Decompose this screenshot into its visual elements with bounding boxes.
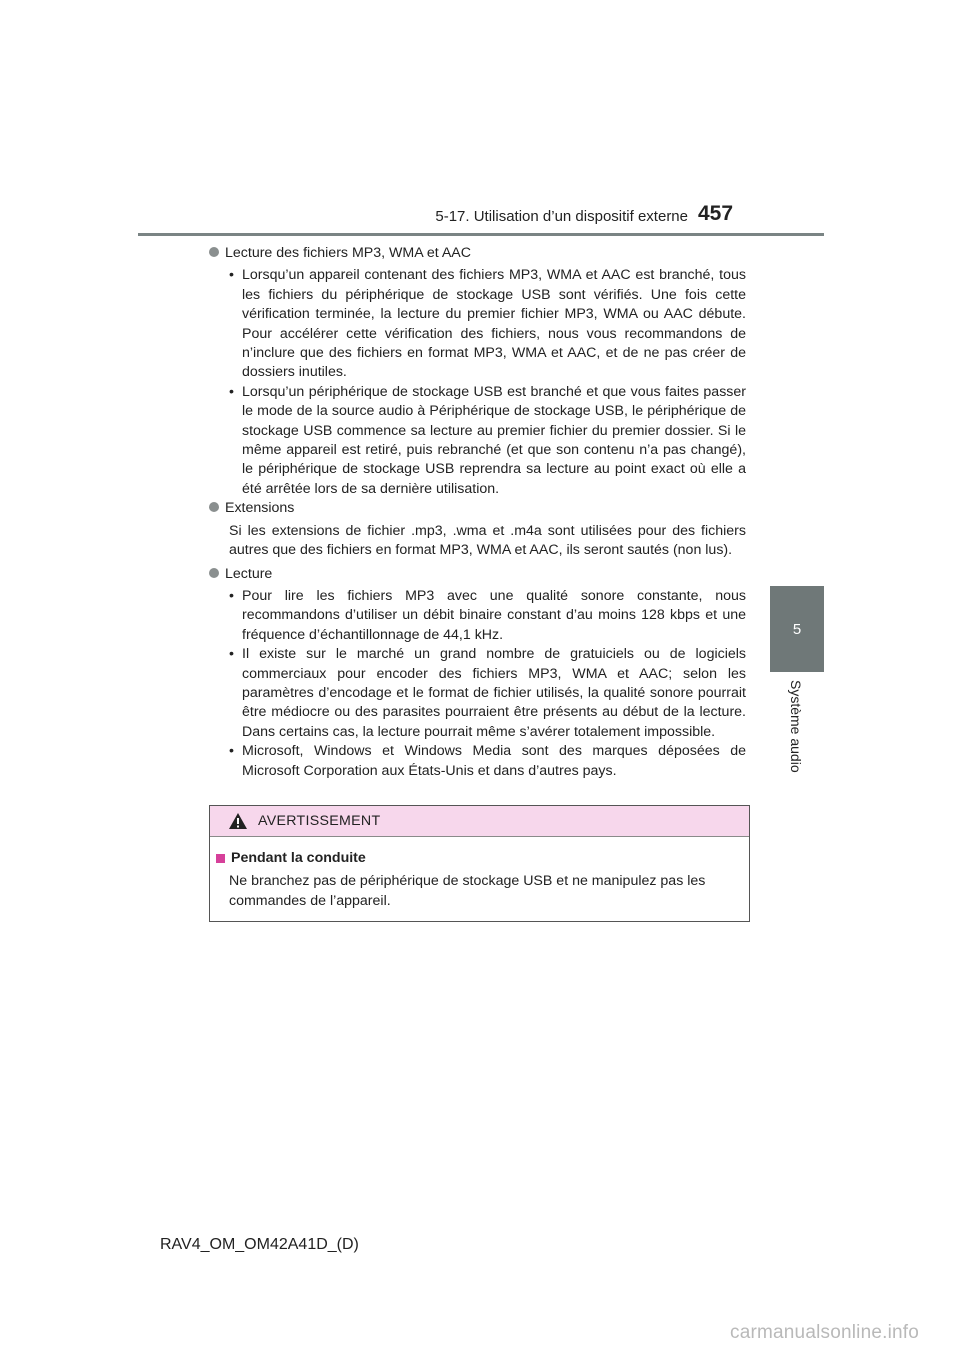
header-rule — [138, 233, 824, 236]
section-paragraph: Si les extensions de fichier .mp3, .wma et .m4a sont utilisées pour des fichiers autres que des fichiers en format MP3, WMA et AAC, ils seront sautés (non lus). — [229, 522, 746, 559]
warning-text: Ne branchez pas de périphérique de stockage USB et ne manipulez pas les commandes de l’appareil. — [229, 873, 706, 909]
chapter-number: 5 — [792, 620, 802, 638]
warning-box — [209, 805, 750, 922]
list-item: • Pour lire les fichiers MP3 avec une qualité sonore constante, nous recommandons d’utiliser un débit binaire constant d’au moins 128 kbps et une fréquence d’échantillonnage de 44,1 kHz. — [229, 587, 746, 645]
chapter-tab — [770, 586, 824, 672]
section-heading — [209, 499, 746, 518]
list-item: • Lorsqu’un périphérique de stockage USB est branché et que vous faites passer le mode de la source audio à Périphérique de stockage USB, le périphérique de stockage USB commence sa lecture au premier fichier du premier dossier. Si le même appareil est retiré, puis rebranché (et que son contenu n’a pas changé), le périphérique de stockage USB reprendra sa lecture au point exact où elle a été arrêtée lors de sa dernière utilisation. — [229, 383, 746, 499]
footer-code: RAV4_OM_OM42A41D_(D) — [160, 1236, 359, 1253]
section-extensions — [209, 499, 746, 560]
warning-body — [210, 837, 749, 911]
section-title: Lecture — [225, 565, 273, 582]
list-item: • Il existe sur le marché un grand nombre de gratuiciels ou de logiciels commerciaux pour encoder des fichiers MP3, WMA et AAC; selon les paramètres d’encodage et le format de fichier utilisés, la qualité sonore pourrait être médiocre ou des parasites pourraient être présents au début de la lecture. Dans certains cas, la lecture pourrait même s’avérer totalement impossible. — [229, 645, 746, 742]
section-title: Lecture des fichiers MP3, WMA et AAC — [225, 245, 472, 261]
section-title: Extensions — [225, 500, 295, 517]
section-heading — [209, 565, 746, 584]
content — [209, 244, 746, 781]
square-bullet-icon — [216, 854, 225, 863]
section-lecture — [209, 565, 746, 781]
chapter-label: Système audio — [788, 680, 804, 773]
header-title: 5-17. Utilisation d’un dispositif externe — [435, 208, 688, 225]
warning-title: AVERTISSEMENT — [258, 813, 381, 829]
bullet-list — [209, 266, 746, 499]
warning-subtitle: Pendant la conduite — [231, 850, 366, 866]
warning-subtitle-row — [216, 849, 739, 868]
page-number: 457 — [698, 202, 734, 225]
watermark: carmanualsonline.info — [730, 1322, 920, 1343]
warning-header — [210, 806, 749, 837]
bullet-list — [209, 587, 746, 781]
bullet-dot-icon — [209, 247, 219, 257]
section-mp3 — [209, 244, 746, 499]
list-item: • Microsoft, Windows et Windows Media sont des marques déposées de Microsoft Corporation aux États-Unis et dans d’autres pays. — [229, 742, 746, 781]
bullet-dot-icon — [209, 568, 219, 578]
list-item: • Lorsqu’un appareil contenant des fichiers MP3, WMA et AAC est branché, tous les fichiers du périphérique de stockage USB sont vérifiés. Une fois cette vérification terminée, la lecture du premier fichier MP3, WMA ou AAC débute. Pour accélérer cette vérification des fichiers, nous vous recommandons de n’inclure que des fichiers en format MP3, WMA et AAC, et de ne pas créer de dossiers inutiles. — [229, 266, 746, 382]
section-heading — [209, 244, 746, 263]
warning-triangle-icon — [228, 812, 248, 830]
bullet-dot-icon — [209, 502, 219, 512]
